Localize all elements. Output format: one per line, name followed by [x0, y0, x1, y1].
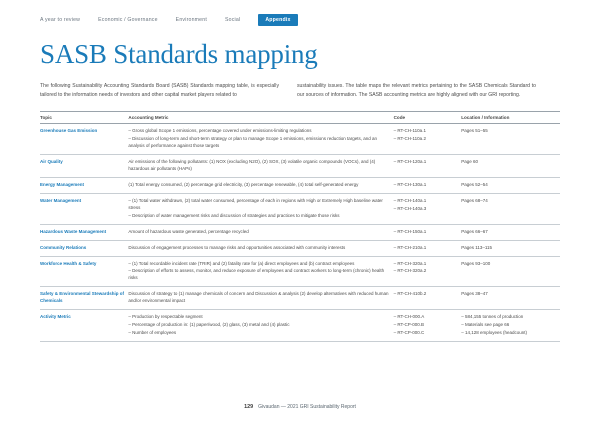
cell-topic: Energy Management — [40, 177, 128, 193]
code-line: – RT-CH-110a.2 — [393, 135, 426, 141]
cell-topic: Greenhouse Gas Emission — [40, 123, 128, 154]
code-line: – RT-CH-150a.1 — [393, 228, 427, 234]
metric-line: – Discussion of long-term and short-term strategy or plan to manage Scope 1 emissions, emissions reduction targets, and an analysis of performance against those targets — [128, 135, 378, 148]
cell-code — [394, 240, 462, 256]
cell-code — [394, 177, 462, 193]
metric-line: – Number of employees — [128, 330, 177, 336]
metric-line: Amount of hazardous waste generated, percentage recycled — [128, 228, 249, 234]
nav-item-environment[interactable]: Environment — [175, 17, 207, 23]
cell-metric — [128, 123, 393, 154]
cell-topic: Workforce Health & Safety — [40, 256, 128, 287]
code-line: – RT-CH-130a.1 — [393, 181, 427, 187]
metric-line: – (1) Total recordable incident rate (TRIR) and (2) fatality rate for (a) direct employees and (b) contract employees — [128, 260, 355, 266]
table-body — [40, 123, 560, 341]
table-row — [40, 287, 560, 310]
table-row — [40, 240, 560, 256]
table-row — [40, 123, 560, 154]
cell-location — [461, 256, 560, 287]
location-line: Pages 66–67 — [461, 228, 488, 234]
location-line: Pages 51–55 — [461, 127, 488, 133]
code-line: – RT-CH-120a.1 — [393, 158, 427, 164]
intro-paragraph-right: sustainability issues. The table maps the relevant metrics pertaining to the SASB Chemicals Standard to our sources of information. The SASB accounting metrics are highly aligned with our GRI reporting. — [297, 83, 536, 98]
metric-line: – Gross global Scope 1 emissions, percentage covered under emissions-limiting regulations — [128, 127, 312, 133]
location-line: – 584,155 tonnes of production — [461, 314, 524, 320]
cell-code — [394, 256, 462, 287]
column-header-accounting-metric: Accounting Metric — [128, 111, 393, 123]
cell-location — [461, 224, 560, 240]
cell-topic: Safety & Environmental Stewardship of Chemicals — [40, 287, 128, 310]
intro-section — [40, 82, 560, 99]
metric-line: Discussion of engagement processes to manage risks and opportunities associated with community interests — [128, 244, 346, 250]
sasb-mapping-table — [40, 111, 560, 342]
cell-metric — [128, 240, 393, 256]
top-navigation — [0, 0, 600, 26]
metric-line: – Description of water management risks and discussion of strategies and practices to mitigate those risks — [128, 212, 340, 218]
code-line: – RT-CH-110a.1 — [393, 127, 426, 133]
cell-code — [394, 193, 462, 224]
code-line: – RT-CH-410b.2 — [393, 291, 427, 297]
location-line: Pages 113–115 — [461, 244, 493, 250]
code-line: – RT-CH-320a.2 — [393, 268, 427, 274]
table-row — [40, 256, 560, 287]
cell-code — [394, 154, 462, 177]
cell-topic: Air Quality — [40, 154, 128, 177]
code-line: – RT-CH-140a.3 — [393, 205, 427, 211]
nav-item-a-year-to-review[interactable]: A year to review — [40, 17, 81, 23]
cell-location — [461, 310, 560, 342]
location-line: Pages 93–100 — [461, 260, 491, 266]
table-row — [40, 177, 560, 193]
cell-metric — [128, 287, 393, 310]
table-row — [40, 154, 560, 177]
metric-line: – (1) Total water withdrawn, (2) total water consumed, percentage of each in regions with High or Extremely High baseline water stress — [128, 197, 383, 210]
nav-item-appendix[interactable]: Appendix — [258, 14, 297, 26]
intro-paragraph-left: The following Sustainability Accounting Standards Board (SASB) Standards mapping table, is especially tailored to the information needs of investors and other capital market players related to — [40, 83, 279, 98]
cell-location — [461, 177, 560, 193]
cell-code — [394, 123, 462, 154]
cell-code — [394, 224, 462, 240]
metric-line: Air emissions of the following pollutants: (1) NOX (excluding N2O), (2) SOX, (3) volatile organic compounds (VOCs), and (4) hazardous air pollutants (HAPs) — [128, 158, 376, 171]
code-line: – RT-CH-210a.1 — [393, 244, 427, 250]
code-line: – RT-CH-000.A — [393, 314, 425, 320]
location-line: Pages 68–74 — [461, 197, 488, 203]
cell-code — [394, 287, 462, 310]
metric-line: – Production by respectable segment — [128, 314, 203, 320]
cell-location — [461, 154, 560, 177]
nav-item-economic-governance[interactable]: Economic / Governance — [98, 17, 158, 23]
metric-line: – Description of efforts to assess, monitor, and reduce exposure of employees and contract workers to long-term (chronic) health risks — [128, 268, 385, 281]
code-line: – RT-CH-140a.1 — [393, 197, 427, 203]
location-line: Page 60 — [461, 158, 478, 164]
cell-location — [461, 287, 560, 310]
metric-line: Discussion of strategy to (1) manage chemicals of concern and Discussion & analysis (2) develop alternatives with reduced human and/or environmental impact — [128, 291, 389, 304]
cell-topic: Community Relations — [40, 240, 128, 256]
page-title: SASB Standards mapping — [40, 39, 318, 69]
page-number: 129 — [244, 404, 254, 410]
metric-line: (1) Total energy consumed, (2) percentage grid electricity, (3) percentage renewable, (4) total self-generated energy — [128, 181, 359, 187]
table-row — [40, 310, 560, 342]
location-line: Pages 52–54 — [461, 181, 488, 187]
cell-topic: Water Management — [40, 193, 128, 224]
table-row — [40, 193, 560, 224]
column-header-code: Code — [394, 111, 462, 123]
column-header-topic: Topic — [40, 111, 128, 123]
cell-metric — [128, 193, 393, 224]
cell-topic: Hazardous Waste Management — [40, 224, 128, 240]
page-footer — [0, 404, 600, 410]
code-line: – RT-CH-320a.1 — [393, 260, 427, 266]
footer-text: Givaudan — 2021 GRI Sustainability Report — [258, 404, 356, 410]
sasb-mapping-table-wrapper — [40, 111, 560, 342]
table-row — [40, 224, 560, 240]
cell-location — [461, 123, 560, 154]
cell-metric — [128, 224, 393, 240]
cell-topic: Activity Metric — [40, 310, 128, 342]
column-header-location: Location / Information — [461, 111, 560, 123]
cell-metric — [128, 154, 393, 177]
metric-line: – Percentage of production in: (1) paper/wood, (2) glass, (3) metal and (4) plastic — [128, 322, 290, 328]
location-line: Pages 38–47 — [461, 291, 488, 297]
cell-code — [394, 310, 462, 342]
code-line: – RT-CP-000.B — [393, 322, 425, 328]
code-line: – RT-CP-000.C — [393, 330, 425, 336]
cell-location — [461, 193, 560, 224]
cell-metric — [128, 310, 393, 342]
nav-item-social[interactable]: Social — [225, 17, 241, 23]
cell-location — [461, 240, 560, 256]
table-header-row — [40, 111, 560, 123]
cell-metric — [128, 256, 393, 287]
location-line: – Materials see page 66 — [461, 322, 510, 328]
cell-metric — [128, 177, 393, 193]
location-line: – 14,128 employees (headcount) — [461, 330, 527, 336]
